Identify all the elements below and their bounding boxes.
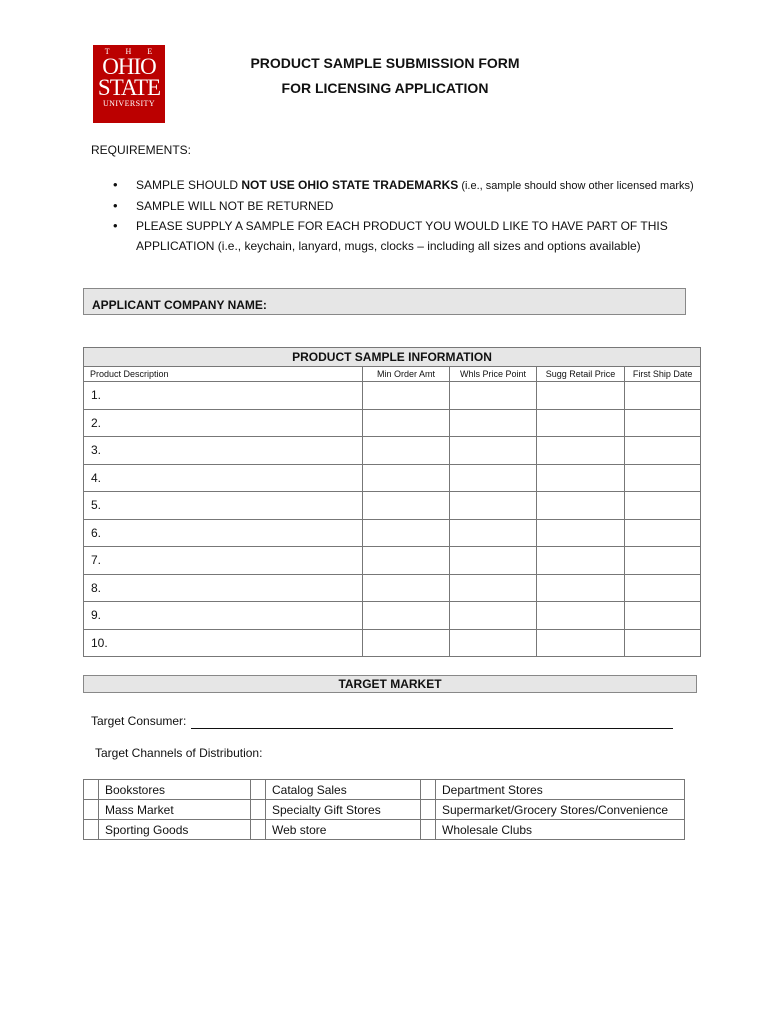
table-cell[interactable] (362, 409, 450, 437)
table-cell[interactable] (625, 464, 701, 492)
channel-option: Bookstores (99, 780, 251, 800)
logo-ohio: OHIO (102, 54, 156, 79)
table-cell[interactable] (536, 519, 625, 547)
row-number[interactable]: 10. (84, 629, 363, 657)
checkbox[interactable] (84, 820, 99, 840)
requirement-text: SAMPLE SHOULD (136, 178, 242, 192)
table-cell[interactable] (450, 519, 536, 547)
requirement-text: SAMPLE WILL NOT BE RETURNED (136, 199, 334, 213)
channel-option: Wholesale Clubs (436, 820, 685, 840)
applicant-company-field[interactable] (83, 288, 686, 315)
checkbox[interactable] (84, 780, 99, 800)
checkbox[interactable] (84, 800, 99, 820)
table-cell[interactable] (625, 492, 701, 520)
table-cell[interactable] (450, 574, 536, 602)
column-header: First Ship Date (625, 367, 701, 382)
table-row (84, 780, 685, 800)
table-row (84, 519, 701, 547)
row-number[interactable]: 1. (84, 382, 363, 410)
channels-table (83, 779, 685, 840)
channel-option: Supermarket/Grocery Stores/Convenience (436, 800, 685, 820)
requirement-item (113, 216, 713, 256)
table-row (84, 382, 701, 410)
table-cell[interactable] (536, 547, 625, 575)
requirement-item (113, 196, 713, 216)
table-cell[interactable] (362, 602, 450, 630)
row-number[interactable]: 2. (84, 409, 363, 437)
table-cell[interactable] (625, 629, 701, 657)
table-cell[interactable] (450, 629, 536, 657)
checkbox[interactable] (421, 800, 436, 820)
row-number[interactable]: 4. (84, 464, 363, 492)
logo-the: T H E (104, 47, 160, 56)
column-header: Sugg Retail Price (536, 367, 625, 382)
row-number[interactable]: 8. (84, 574, 363, 602)
table-cell[interactable] (362, 574, 450, 602)
table-cell[interactable] (625, 382, 701, 410)
logo-state: STATE (97, 75, 161, 100)
checkbox[interactable] (251, 820, 266, 840)
table-row (84, 437, 701, 465)
table-cell[interactable] (625, 574, 701, 602)
table-cell[interactable] (450, 464, 536, 492)
table-cell[interactable] (536, 437, 625, 465)
channel-option: Mass Market (99, 800, 251, 820)
table-cell[interactable] (362, 492, 450, 520)
row-number[interactable]: 3. (84, 437, 363, 465)
target-consumer-input[interactable] (191, 728, 673, 729)
requirement-bold: NOT USE OHIO STATE TRADEMARKS (241, 178, 459, 192)
checkbox[interactable] (421, 780, 436, 800)
table-cell[interactable] (536, 602, 625, 630)
table-row (84, 547, 701, 575)
table-cell[interactable] (450, 382, 536, 410)
table-cell[interactable] (536, 382, 625, 410)
table-row (84, 629, 701, 657)
table-cell[interactable] (536, 629, 625, 657)
table-row (84, 800, 685, 820)
table-cell[interactable] (450, 437, 536, 465)
table-cell[interactable] (450, 602, 536, 630)
form-title: PRODUCT SAMPLE SUBMISSION FORM (250, 55, 520, 71)
table-row (84, 492, 701, 520)
requirements-label: REQUIREMENTS: (91, 143, 192, 157)
table-cell[interactable] (625, 519, 701, 547)
table-row (84, 820, 685, 840)
form-subtitle: FOR LICENSING APPLICATION (281, 80, 489, 96)
applicant-company-label: APPLICANT COMPANY NAME: (92, 298, 267, 312)
requirements-list (113, 175, 713, 256)
column-header: Product Description (84, 367, 363, 382)
requirement-text: PLEASE SUPPLY A SAMPLE FOR EACH PRODUCT YOU WOULD LIKE TO HAVE PART OF THIS APPLICATION (i.e., keychain, lanyard, mugs, clocks – including all sizes and options available) (136, 219, 668, 253)
table-row (84, 574, 701, 602)
target-consumer-label: Target Consumer: (91, 714, 187, 728)
row-number[interactable]: 9. (84, 602, 363, 630)
checkbox[interactable] (421, 820, 436, 840)
checkbox[interactable] (251, 800, 266, 820)
table-cell[interactable] (362, 519, 450, 547)
column-header: Min Order Amt (362, 367, 450, 382)
channel-option: Web store (266, 820, 421, 840)
table-cell[interactable] (450, 492, 536, 520)
row-number[interactable]: 7. (84, 547, 363, 575)
table-cell[interactable] (536, 574, 625, 602)
column-header: Whls Price Point (450, 367, 536, 382)
row-number[interactable]: 6. (84, 519, 363, 547)
product-sample-table (83, 347, 701, 657)
table-cell[interactable] (362, 629, 450, 657)
table-cell[interactable] (625, 437, 701, 465)
table-cell[interactable] (625, 602, 701, 630)
table-row (84, 464, 701, 492)
product-table-title: PRODUCT SAMPLE INFORMATION (84, 348, 701, 367)
table-row (84, 602, 701, 630)
table-cell[interactable] (362, 382, 450, 410)
requirement-note: (i.e., sample should show other licensed marks) (458, 180, 694, 192)
table-cell[interactable] (625, 409, 701, 437)
table-cell[interactable] (536, 492, 625, 520)
channel-option: Catalog Sales (266, 780, 421, 800)
table-row (84, 409, 701, 437)
logo-university: UNIVERSITY (103, 99, 155, 108)
table-cell[interactable] (625, 547, 701, 575)
channel-option: Sporting Goods (99, 820, 251, 840)
table-cell[interactable] (362, 464, 450, 492)
table-cell[interactable] (450, 409, 536, 437)
target-market-header: TARGET MARKET (83, 675, 697, 693)
table-cell[interactable] (362, 437, 450, 465)
requirement-item (113, 175, 713, 196)
channel-option: Department Stores (436, 780, 685, 800)
channels-label: Target Channels of Distribution: (95, 746, 263, 760)
table-cell[interactable] (450, 547, 536, 575)
channel-option: Specialty Gift Stores (266, 800, 421, 820)
row-number[interactable]: 5. (84, 492, 363, 520)
table-cell[interactable] (536, 409, 625, 437)
table-cell[interactable] (536, 464, 625, 492)
table-cell[interactable] (362, 547, 450, 575)
checkbox[interactable] (251, 780, 266, 800)
ohio-state-logo (93, 45, 165, 123)
